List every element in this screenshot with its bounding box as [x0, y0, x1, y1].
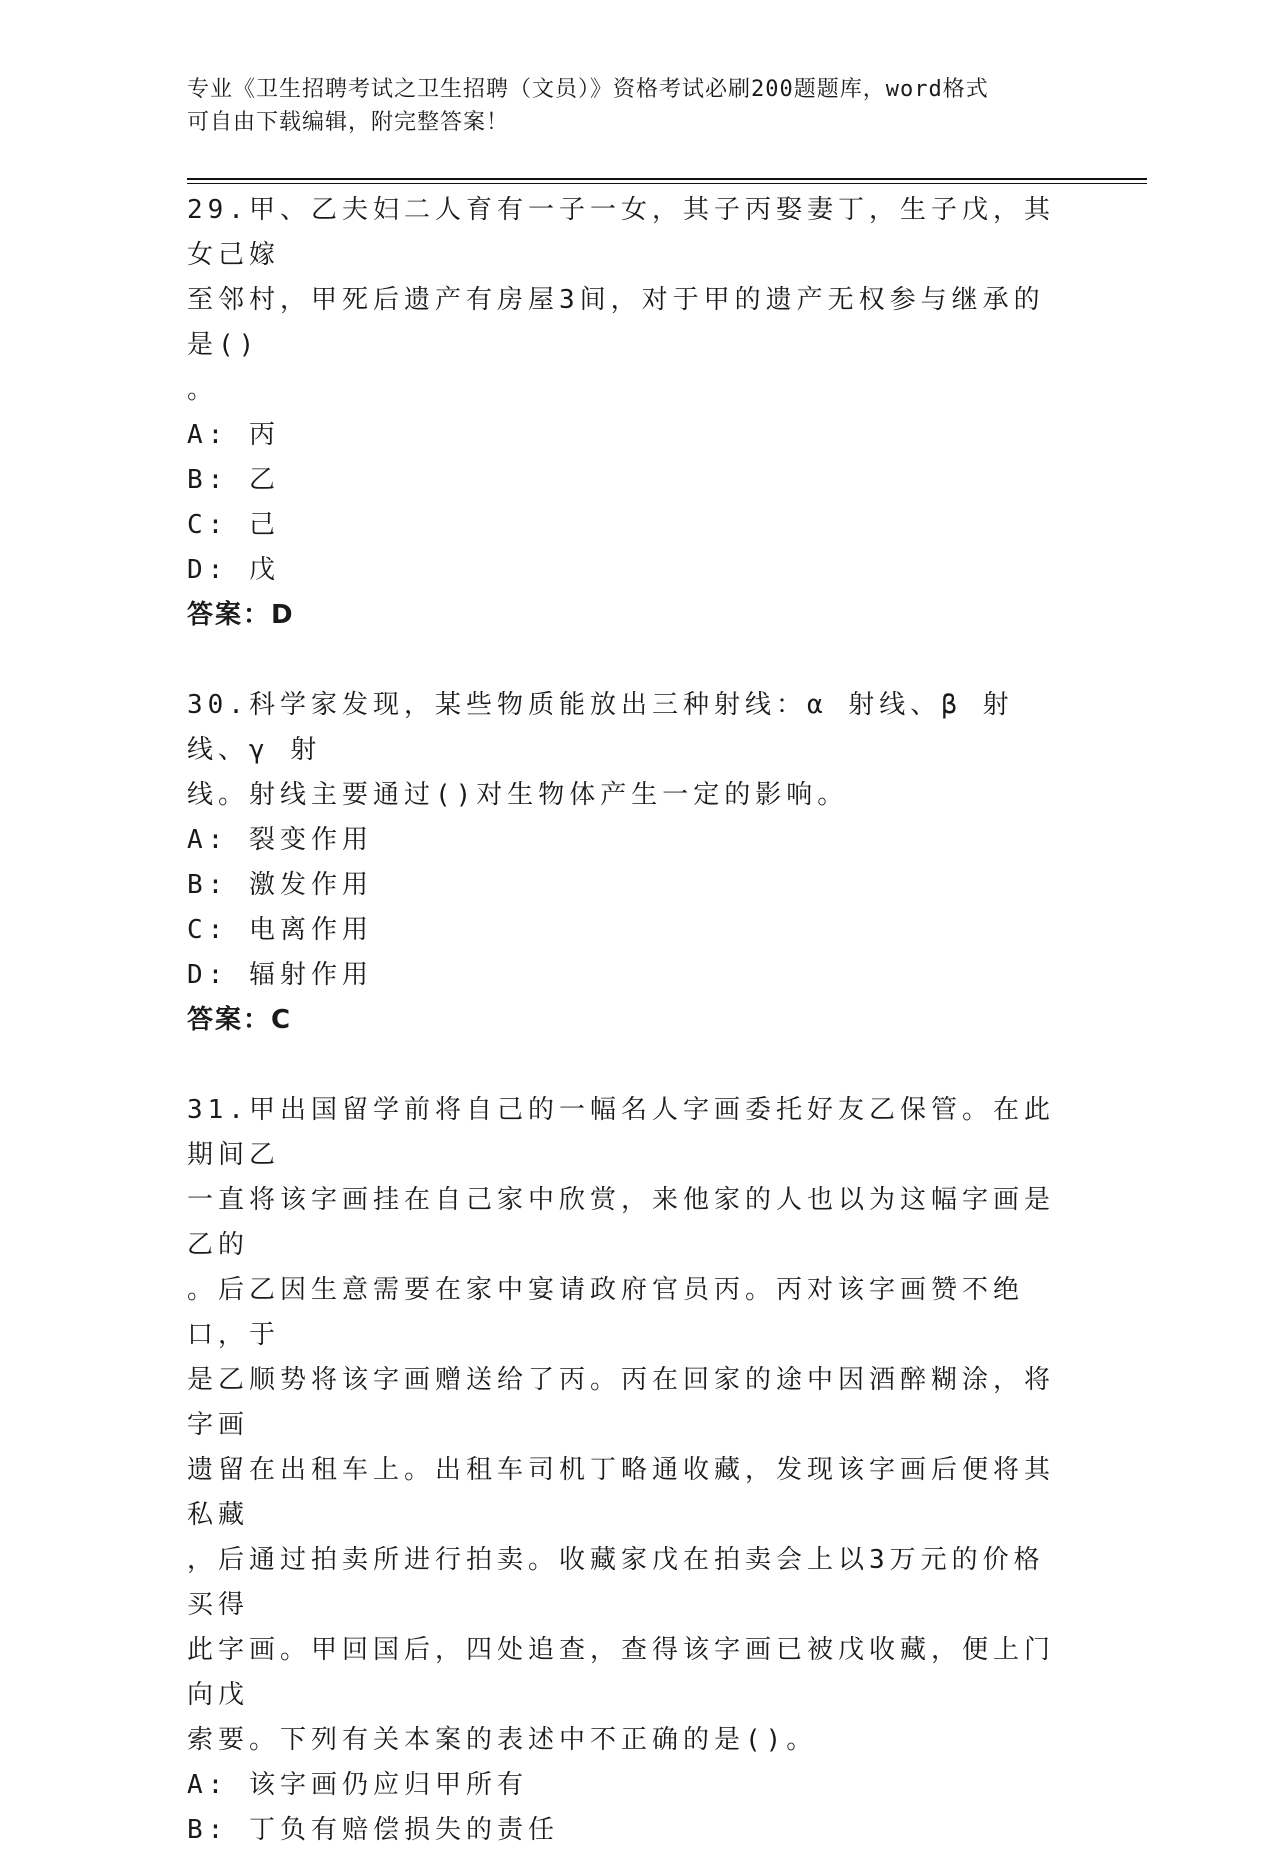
option-a: A: 该字画仍应归甲所有 [187, 1770, 528, 1800]
option-a: A: 裂变作用 [187, 825, 373, 855]
question-text-line: 至邻村，甲死后遗产有房屋3间，对于甲的遗产无权参与继承的是() [187, 285, 1045, 360]
question-text-line: 31.甲出国留学前将自己的一幅名人字画委托好友乙保管。在此期间乙 [187, 1095, 1055, 1170]
question-text-line: 。后乙因生意需要在家中宴请政府官员丙。丙对该字画赞不绝口，于 [187, 1275, 1025, 1350]
option-a: A: 丙 [187, 420, 280, 450]
question-text-line: 30.科学家发现，某些物质能放出三种射线：α 射线、β 射线、γ 射 [187, 690, 1014, 765]
spacer [187, 1043, 1067, 1088]
option-b: B: 激发作用 [187, 870, 373, 900]
option-d: D: 戊 [187, 555, 280, 585]
question-text-line: 遗留在出租车上。出租车司机丁略通收藏，发现该字画后便将其私藏 [187, 1455, 1056, 1530]
option-b: B: 丁负有赔偿损失的责任 [187, 1815, 559, 1845]
question-30 [187, 683, 1067, 1043]
option-c: C: 己 [187, 510, 280, 540]
header-rule-thick [187, 178, 1147, 180]
spacer [187, 638, 1067, 683]
question-text-line: 29.甲、乙夫妇二人育有一子一女，其子丙娶妻丁，生子戊，其女己嫁 [187, 195, 1055, 270]
question-text-line: 一直将该字画挂在自己家中欣赏，来他家的人也以为这幅字画是乙的 [187, 1185, 1056, 1260]
question-text-line: 索要。下列有关本案的表述中不正确的是()。 [187, 1725, 818, 1755]
header-line-1: 专业《卫生招聘考试之卫生招聘（文员）》资格考试必刷200题题库，word格式 [187, 77, 989, 102]
question-text-line: 线。射线主要通过()对生物体产生一定的影响。 [187, 780, 849, 810]
header-line-2: 可自由下载编辑，附完整答案！ [187, 110, 510, 135]
question-text-line: 此字画。甲回国后，四处追查，查得该字画已被戊收藏，便上门向戊 [187, 1635, 1056, 1710]
answer: 答案：D [187, 600, 295, 630]
header-rule-thin [187, 183, 1147, 184]
question-list [187, 188, 1067, 1853]
option-c: C: 电离作用 [187, 915, 373, 945]
question-text-line: ，后通过拍卖所进行拍卖。收藏家戊在拍卖会上以3万元的价格买得 [187, 1545, 1045, 1620]
option-b: B: 乙 [187, 465, 280, 495]
answer: 答案：C [187, 1005, 293, 1035]
question-text-line: 是乙顺势将该字画赠送给了丙。丙在回家的途中因酒醉糊涂，将字画 [187, 1365, 1056, 1440]
document-header [187, 73, 1087, 139]
question-29 [187, 188, 1067, 638]
question-text-line: 。 [187, 375, 219, 405]
option-d: D: 辐射作用 [187, 960, 373, 990]
question-31 [187, 1088, 1067, 1853]
